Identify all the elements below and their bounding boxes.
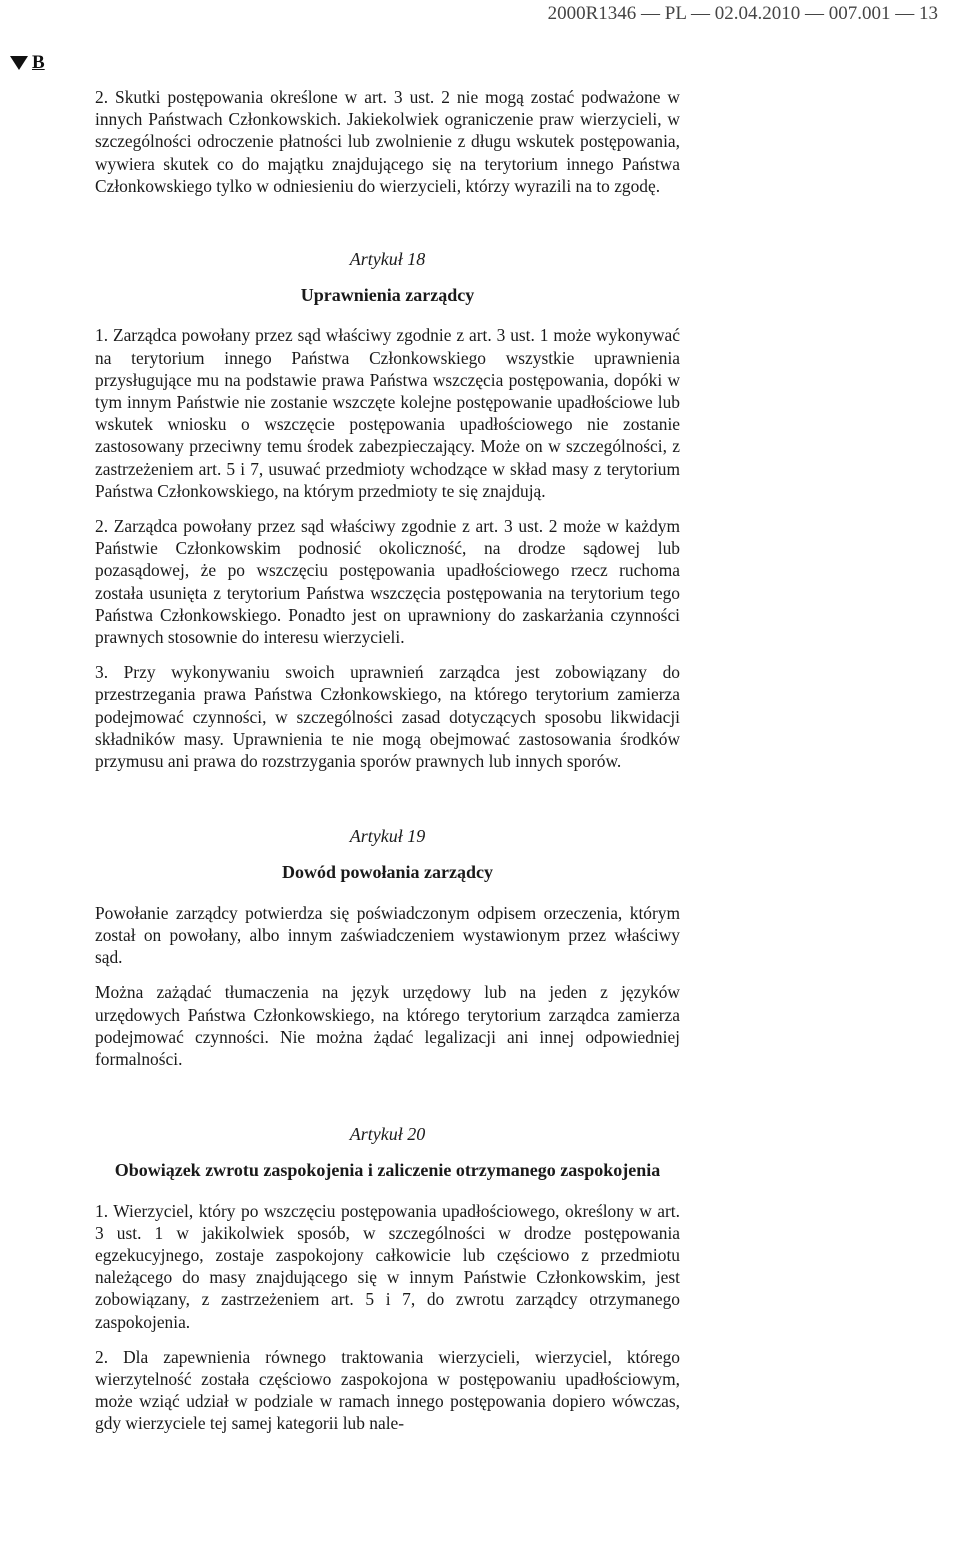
article-20-title: Obowiązek zwrotu zaspokojenia i zaliczenie otrzymanego zaspokojenia (114, 1160, 661, 1181)
intro-paragraph: 2. Skutki postępowania określone w art. 3 ust. 2 nie mogą zostać podważone w innych Państwach Członkowskich. Jakiekolwiek ograniczenie praw wierzycieli, w szczególności odroczenie płatności lub zwolnienie z długu wskutek postępowania, wywiera skutek co do majątku znajdującego się na terytorium innego Państwa Członkowskiego tylko w odniesieniu do wierzycieli, którzy wyrazili na to zgodę. (95, 87, 680, 196)
triangle-down-icon (10, 56, 28, 70)
article-19-paragraph-2: Można zażądać tłumaczenia na język urzędowy lub na jeden z języków urzędowych Państwa Członkowskiego, na którego terytorium zarządca zamierza podejmować czynności. Nie można żądać legalizacji ani innej odpowiedniej formalności. (95, 982, 680, 1069)
article-18-number: Artykuł 18 (349, 249, 426, 270)
document-body (95, 86, 680, 1448)
article-18-title: Uprawnienia zarządcy (300, 285, 475, 306)
article-19-title: Dowód powołania zarządcy (282, 862, 493, 883)
article-18-paragraph-1: 1. Zarządca powołany przez sąd właściwy zgodnie z art. 3 ust. 1 może wykonywać na terytorium innego Państwa Członkowskiego wszystkie uprawnienia przysługujące mu na podstawie prawa Państwa wszczęcia postępowania, dopóki w tym innym Państwie nie zostanie wszczęte kolejne postępowanie upadłościowe lub wskutek wniosku o wszczęcie postępowania upadłościowego nie zostanie zastosowany przeciwny temu środek zabezpieczający. Może on w szczególności, z zastrzeżeniem art. 5 i 7, usuwać przedmioty wchodzące w skład masy z terytorium Państwa Członkowskiego, na którym przedmioty te się znajdują. (95, 325, 680, 501)
article-18-paragraph-3: 3. Przy wykonywaniu swoich uprawnień zarządca jest zobowiązany do przestrzegania prawa Państwa Członkowskiego, na którego terytorium zamierza podejmować czynności, w szczególności zasad dotyczących sposobu likwidacji składników masy. Uprawnienia te nie mogą obejmować zastosowania środków przymusu ani prawa do rozstrzygania sporów prawnych lub innych sporów. (95, 662, 680, 772)
article-20-paragraph-2: 2. Dla zapewnienia równego traktowania wierzycieli, wierzyciel, którego wierzytelność została częściowo zaspokojona w postępowaniu upadłościowym, może wziąć udział w podziale w ramach innego postępowania dopiero wówczas, gdy wierzyciele tej samej kategorii lub nale- (95, 1346, 680, 1434)
article-18-paragraph-2: 2. Zarządca powołany przez sąd właściwy zgodnie z art. 3 ust. 2 może w każdym Państwie Członkowskim podnosić okoliczność, na drodze sądowej lub pozasądowej, że po wszczęciu postępowania upadłościowego rzecz ruchoma została usunięta z terytorium Państwa wszczęcia postępowania na terytorium tego Państwa Członkowskiego. Ponadto jest on uprawniony do zaskarżania czynności prawnych stosownie do interesu wierzycieli. (95, 516, 680, 648)
amendment-marker-letter: B (32, 52, 45, 73)
amendment-marker (10, 52, 45, 74)
article-19-number: Artykuł 19 (349, 826, 426, 847)
article-20-paragraph-1: 1. Wierzyciel, który po wszczęciu postępowania upadłościowego, określony w art. 3 ust. 1 w jakikolwiek sposób, w szczególności w drodze postępowania egzekucyjnego, zostaje zaspokojony całkowicie lub częściowo z przedmiotu należącego do masy znajdującego się w innym Państwie Członkowskim, jest zobowiązany, z zastrzeżeniem art. 5 i 7, do zwrotu zarządcy otrzymanego zaspokojenia. (95, 1200, 680, 1332)
document-reference-header: 2000R1346 — PL — 02.04.2010 — 007.001 — 13 (547, 3, 938, 24)
article-20-number: Artykuł 20 (349, 1124, 426, 1145)
article-19-paragraph-1: Powołanie zarządcy potwierdza się poświadczonym odpisem orzeczenia, którym został on powołany, albo innym zaświadczeniem wystawionym przez właściwy sąd. (95, 902, 680, 968)
